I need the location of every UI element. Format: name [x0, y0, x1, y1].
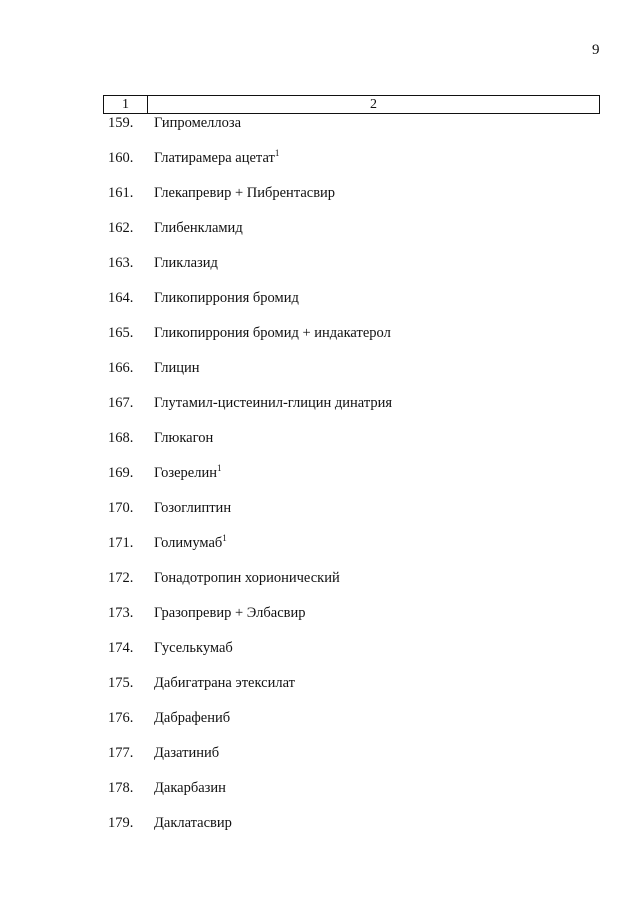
list-item: [0, 252, 640, 287]
item-number: 177.: [108, 745, 134, 761]
item-name: [154, 115, 241, 132]
list-item: [0, 777, 640, 812]
item-number: 173.: [108, 605, 134, 621]
item-name: [154, 185, 335, 202]
item-name-text: Глюкагон: [154, 430, 214, 446]
item-number: 166.: [108, 360, 134, 376]
item-name-text: Голимумаб: [154, 535, 223, 551]
list-item: [0, 182, 640, 217]
item-name: [154, 395, 392, 412]
list-item: [0, 147, 640, 182]
list-item: [0, 322, 640, 357]
item-name: [154, 710, 230, 727]
item-name: [154, 430, 213, 447]
item-name-text: Дабигатрана этексилат: [154, 675, 295, 691]
item-name: [154, 500, 231, 517]
item-name-text: Гозоглиптин: [154, 500, 232, 516]
item-name-text: Даклатасвир: [154, 815, 232, 831]
item-name: [154, 675, 295, 692]
page-number: 9: [592, 42, 600, 58]
item-name-text: Гликопиррония бромид: [154, 290, 299, 306]
drug-list: [0, 112, 640, 847]
item-name: [154, 220, 243, 237]
item-number: 169.: [108, 465, 134, 481]
list-item: [0, 637, 640, 672]
item-name: [154, 465, 221, 482]
item-name-text: Гликлазид: [154, 255, 218, 271]
list-item: [0, 217, 640, 252]
item-name: [154, 780, 226, 797]
item-name-text: Глатирамера ацетат: [154, 150, 275, 166]
item-name: [154, 150, 279, 167]
item-number: 161.: [108, 185, 134, 201]
table-header-col1: 1: [104, 96, 148, 113]
item-number: 162.: [108, 220, 134, 236]
item-number: 174.: [108, 640, 134, 656]
item-number: 179.: [108, 815, 134, 831]
item-name-text: Гозерелин: [154, 465, 217, 481]
item-name: [154, 605, 306, 622]
footnote-marker: 1: [216, 463, 222, 474]
item-number: 163.: [108, 255, 134, 271]
item-name: [154, 745, 219, 762]
item-number: 164.: [108, 290, 134, 306]
list-item: [0, 672, 640, 707]
footnote-marker: 1: [222, 533, 227, 544]
item-name-text: Гликопиррония бромид + индакатерол: [154, 325, 391, 341]
item-name: [154, 535, 227, 552]
item-number: 160.: [108, 150, 134, 166]
item-number: 159.: [108, 115, 134, 131]
list-item: [0, 567, 640, 602]
item-name-text: Глутамил-цистеинил-глицин динатрия: [154, 395, 393, 411]
list-item: [0, 287, 640, 322]
list-item: [0, 392, 640, 427]
list-item: [0, 707, 640, 742]
item-name-text: Глицин: [154, 360, 200, 376]
item-name: [154, 255, 218, 272]
table-header-col2: 2: [370, 97, 377, 112]
item-number: 176.: [108, 710, 134, 726]
item-number: 165.: [108, 325, 134, 341]
list-item: [0, 602, 640, 637]
item-name-text: Гипромеллоза: [154, 115, 242, 131]
footnote-marker: 1: [274, 148, 280, 159]
item-number: 170.: [108, 500, 134, 516]
item-name-text: Глибенкламид: [154, 220, 243, 236]
list-item: [0, 112, 640, 147]
item-name: [154, 640, 233, 657]
item-name-text: Дазатиниб: [154, 745, 220, 761]
list-item: [0, 427, 640, 462]
list-item: [0, 357, 640, 392]
item-name: [154, 290, 299, 307]
item-name: [154, 360, 200, 377]
item-name-text: Глекапревир + Пибрентасвир: [154, 185, 336, 201]
list-item: [0, 462, 640, 497]
item-name-text: Дакарбазин: [154, 780, 226, 796]
list-item: [0, 742, 640, 777]
item-number: 178.: [108, 780, 134, 796]
item-name: [154, 570, 340, 587]
item-name-text: Гуселькумаб: [154, 640, 233, 656]
list-item: [0, 812, 640, 847]
item-number: 168.: [108, 430, 134, 446]
item-number: 171.: [108, 535, 134, 551]
item-name-text: Гразопревир + Элбасвир: [154, 605, 306, 621]
item-name: [154, 325, 391, 342]
item-name: [154, 815, 232, 832]
item-number: 172.: [108, 570, 134, 586]
list-item: [0, 532, 640, 567]
item-number: 175.: [108, 675, 134, 691]
list-item: [0, 497, 640, 532]
item-number: 167.: [108, 395, 134, 411]
item-name-text: Гонадотропин хорионический: [154, 570, 340, 586]
item-name-text: Дабрафениб: [154, 710, 231, 726]
